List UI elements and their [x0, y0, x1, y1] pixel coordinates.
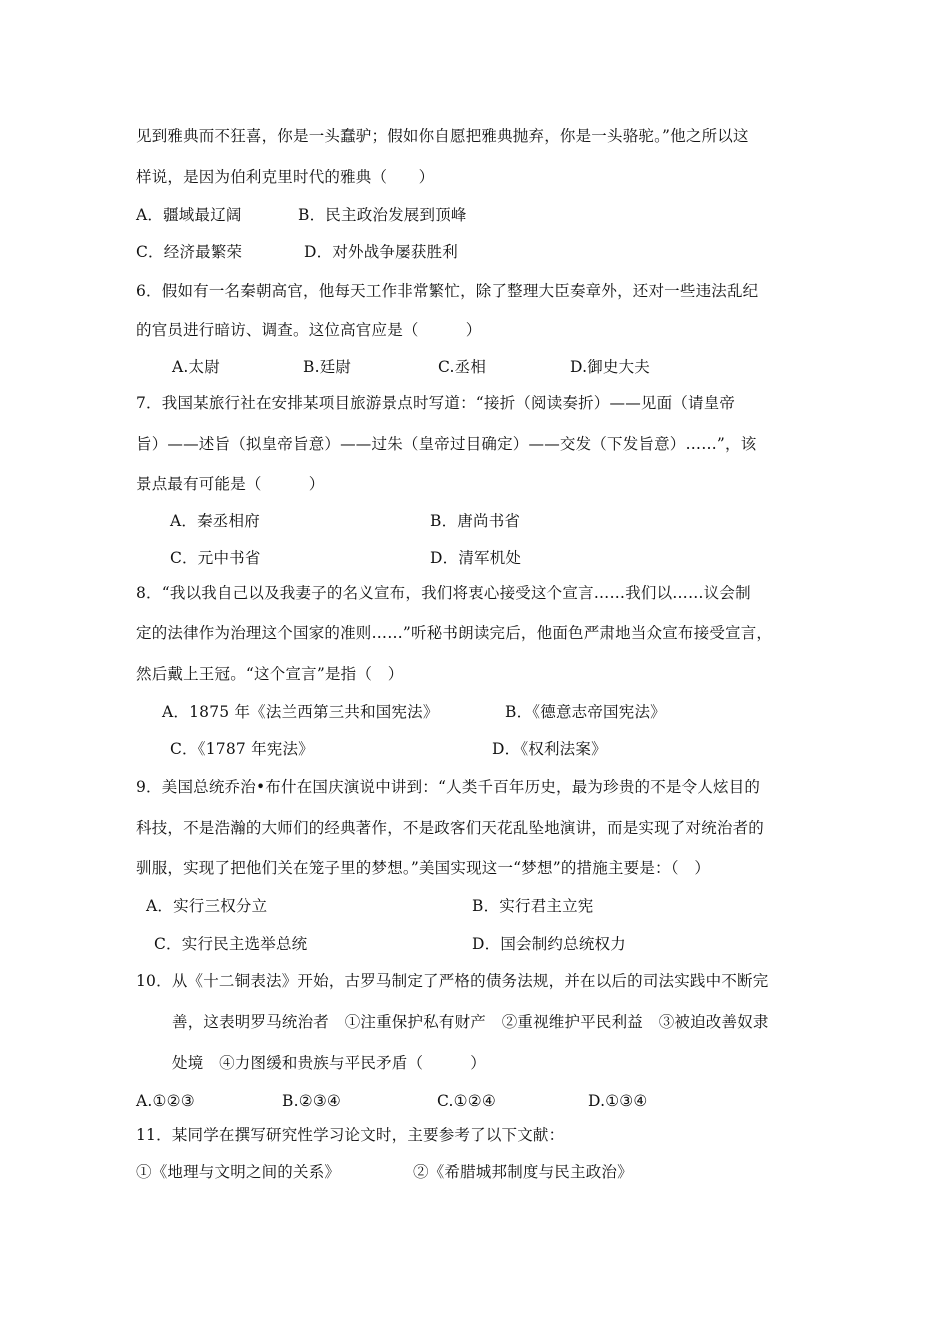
q10-line-3: 处境 ④力图缓和贵族与平民矛盾（ ） — [172, 1054, 487, 1072]
q10-line-1: 10．从《十二铜表法》开始，古罗马制定了严格的债务法规，并在以后的司法实践中不断完 — [136, 972, 769, 990]
q7-option-d: D．清军机处 — [430, 549, 522, 567]
q7-line-3: 景点最有可能是（ ） — [136, 475, 325, 493]
q7-option-b: B．唐尚书省 — [430, 512, 521, 530]
q6-option-c: C.丞相 — [438, 358, 487, 376]
q8-option-c: C．《1787 年宪法》 — [170, 740, 314, 758]
q6-line-1: 6．假如有一名秦朝高官，他每天工作非常繁忙，除了整理大臣奏章外，还对一些违法乱纪 — [136, 282, 759, 300]
q10-option-d: D.①③④ — [588, 1092, 648, 1110]
q6-option-b: B.廷尉 — [303, 358, 352, 376]
q10-option-b: B.②③④ — [282, 1092, 342, 1110]
q11-reference-1: ①《地理与文明之间的关系》 — [136, 1163, 341, 1181]
q7-option-a: A．秦丞相府 — [170, 512, 260, 530]
q9-option-d: D．国会制约总统权力 — [472, 935, 626, 953]
q10-option-a: A.①②③ — [136, 1092, 195, 1110]
q5-option-c: C．经济最繁荣 — [136, 243, 243, 261]
q7-option-c: C．元中书省 — [170, 549, 261, 567]
q9-option-a: A．实行三权分立 — [146, 897, 268, 915]
q8-line-2: 定的法律作为治理这个国家的准则……”听秘书朗读完后，他面色严肃地当众宣布接受宣言， — [136, 624, 773, 642]
q7-line-2: 旨）——述旨（拟皇帝旨意）——过朱（皇帝过目确定）——交发（下发旨意）……”，该 — [136, 435, 757, 453]
q11-reference-2: ②《希腊城邦制度与民主政治》 — [413, 1163, 633, 1181]
q6-option-a: A.太尉 — [172, 358, 220, 376]
q7-line-1: 7．我国某旅行社在安排某项目旅游景点时写道：“接折（阅读奏折）——见面（请皇帝 — [136, 394, 736, 412]
q8-line-1: 8．“我以我自己以及我妻子的名义宣布，我们将衷心接受这个宣言……我们以……议会制 — [136, 584, 751, 602]
q5-line-1: 见到雅典而不狂喜，你是一头蠢驴；假如你自愿把雅典抛弃，你是一头骆驼。”他之所以这 — [136, 127, 749, 145]
q9-option-b: B．实行君主立宪 — [472, 897, 594, 915]
q9-line-3: 驯服，实现了把他们关在笼子里的梦想。”美国实现这一“梦想”的措施主要是：（ ） — [136, 859, 711, 877]
q6-line-2: 的官员进行暗访、调查。这位高官应是（ ） — [136, 321, 482, 339]
q8-line-3: 然后戴上王冠。“这个宣言”是指（ ） — [136, 665, 404, 683]
q9-option-c: C．实行民主选举总统 — [154, 935, 308, 953]
q5-option-b: B．民主政治发展到顶峰 — [298, 206, 467, 224]
q8-option-d: D．《权利法案》 — [492, 740, 607, 758]
q8-option-b: B．《德意志帝国宪法》 — [505, 703, 666, 721]
q10-line-2: 善，这表明罗马统治者 ①注重保护私有财产 ②重视维护平民利益 ③被迫改善奴隶 — [172, 1013, 769, 1031]
q8-option-a: A．1875 年《法兰西第三共和国宪法》 — [162, 703, 439, 721]
q5-option-d: D．对外战争屡获胜利 — [304, 243, 458, 261]
q10-option-c: C.①②④ — [437, 1092, 496, 1110]
q5-option-a: A．疆域最辽阔 — [136, 206, 242, 224]
q11-line-1: 11．某同学在撰写研究性学习论文时，主要参考了以下文献： — [136, 1126, 565, 1144]
q9-line-2: 科技，不是浩瀚的大师们的经典著作，不是政客们天花乱坠地演讲，而是实现了对统治者的 — [136, 819, 765, 837]
q6-option-d: D.御史大夫 — [570, 358, 651, 376]
q5-line-2: 样说，是因为伯利克里时代的雅典（ ） — [136, 168, 435, 186]
q9-line-1: 9．美国总统乔治•布什在国庆演说中讲到：“人类千百年历史，最为珍贵的不是令人炫目的 — [136, 778, 761, 796]
